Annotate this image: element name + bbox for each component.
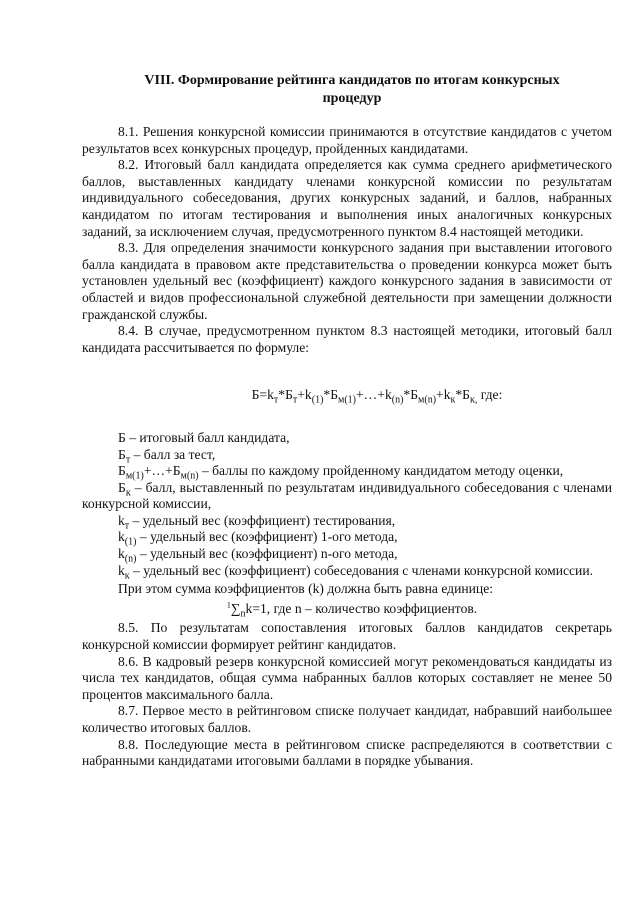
rating-formula: $Б=k_т*Б_т+k_{(1)}*Б_{м(1)}+\dots+k_{(n)}*Б_{м(n)}+k_к*Б_{к,}$ где: (251, 387, 503, 407)
paragraph-8-5: 8.5. По результатам сопоставления итоговых баллов кандидатов секретарь конкурсной комиссии формирует рейтинг кандидатов. (82, 620, 612, 653)
paragraph-8-7: 8.7. Первое место в рейтинговом списке получает кандидат, набравший наибольшее количество итоговых баллов. (82, 703, 612, 735)
document-body (82, 124, 612, 770)
definition-methodn-weight: $k_{(n)}$ – удельный вес (коэффициент) n-ого метода, (118, 546, 398, 565)
paragraph-8-2: 8.2. Итоговый балл кандидата определяется как сумма среднего арифметического баллов, выставленных кандидату членами конкурсной комиссии по результатам индивидуального собеседования, других конкурсных заданий, и баллов, набранных кандидатом по итогам тестирования и выполнения иных аналогичных конкурсных заданий, за исключением случая, предусмотренного пунктом 8.4 настоящей методики. (82, 157, 612, 239)
paragraph-8-8: 8.8. Последующие места в рейтинговом списке распределяются в соответствии с набранными кандидатами итоговыми баллами в порядке убывания. (82, 736, 612, 769)
definition-method1-weight: $k_{(1)}$ – удельный вес (коэффициент) 1-ого метода, (118, 529, 398, 549)
definition-test-weight: $k_т$ – удельный вес (коэффициент) тестирования, (118, 512, 396, 532)
definition-test-score: $Б_т$ – балл за тест, (118, 446, 216, 466)
definition-method-scores: $Б_{м(1)}+\dots+Б_{м(n)}$ – баллы по каждому пройденному кандидатом методу оценки, (118, 463, 564, 482)
definition-total-score: Б – итоговый балл кандидата, (118, 429, 290, 445)
paragraph-8-1: 8.1. Решения конкурсной комиссии принимаются в отсутствие кандидатов с учетом результатов всех конкурсных процедур, пройденных кандидатами. (82, 124, 612, 156)
definition-interview-score: $Б_к$ – балл, выставленный по результатам индивидуального собеседования с членами конкурсной комиссии, (82, 479, 612, 512)
paragraph-8-3: 8.3. Для определения значимости конкурсного задания при выставлении итогового балла кандидата в правовом акте представительства о проведении конкурса может быть установлен удельный вес (коэффициент) каждого конкурсного задания в зависимости от областей и видов профессиональной служебной деятельности при замещении должности гражданской службы. (82, 240, 612, 322)
definition-interview-weight: $k_к$ – удельный вес (коэффициент) собеседования с членами конкурсной комиссии. (118, 562, 594, 582)
paragraph-8-6: 8.6. В кадровый резерв конкурсной комиссией могут рекомендоваться кандидаты из числа тех кандидатов, общая сумма набранных баллов которых составляет не менее 50 процентов максимального балла. (82, 653, 612, 702)
sum-formula: $^1\sum_nk=1$, где n – количество коэффициентов. (226, 600, 478, 620)
sum-condition-text: При этом сумма коэффициентов (k) должна быть равна единице: (118, 581, 494, 597)
sigma-symbol: ∑ (230, 600, 241, 616)
paragraph-8-4: 8.4. В случае, предусмотренном пунктом 8.3 настоящей методики, итоговый балл кандидата рассчитывается по формуле: (82, 323, 612, 355)
section-title: VIII. Формирование рейтинга кандидатов по итогам конкурсных процедур (144, 73, 560, 106)
